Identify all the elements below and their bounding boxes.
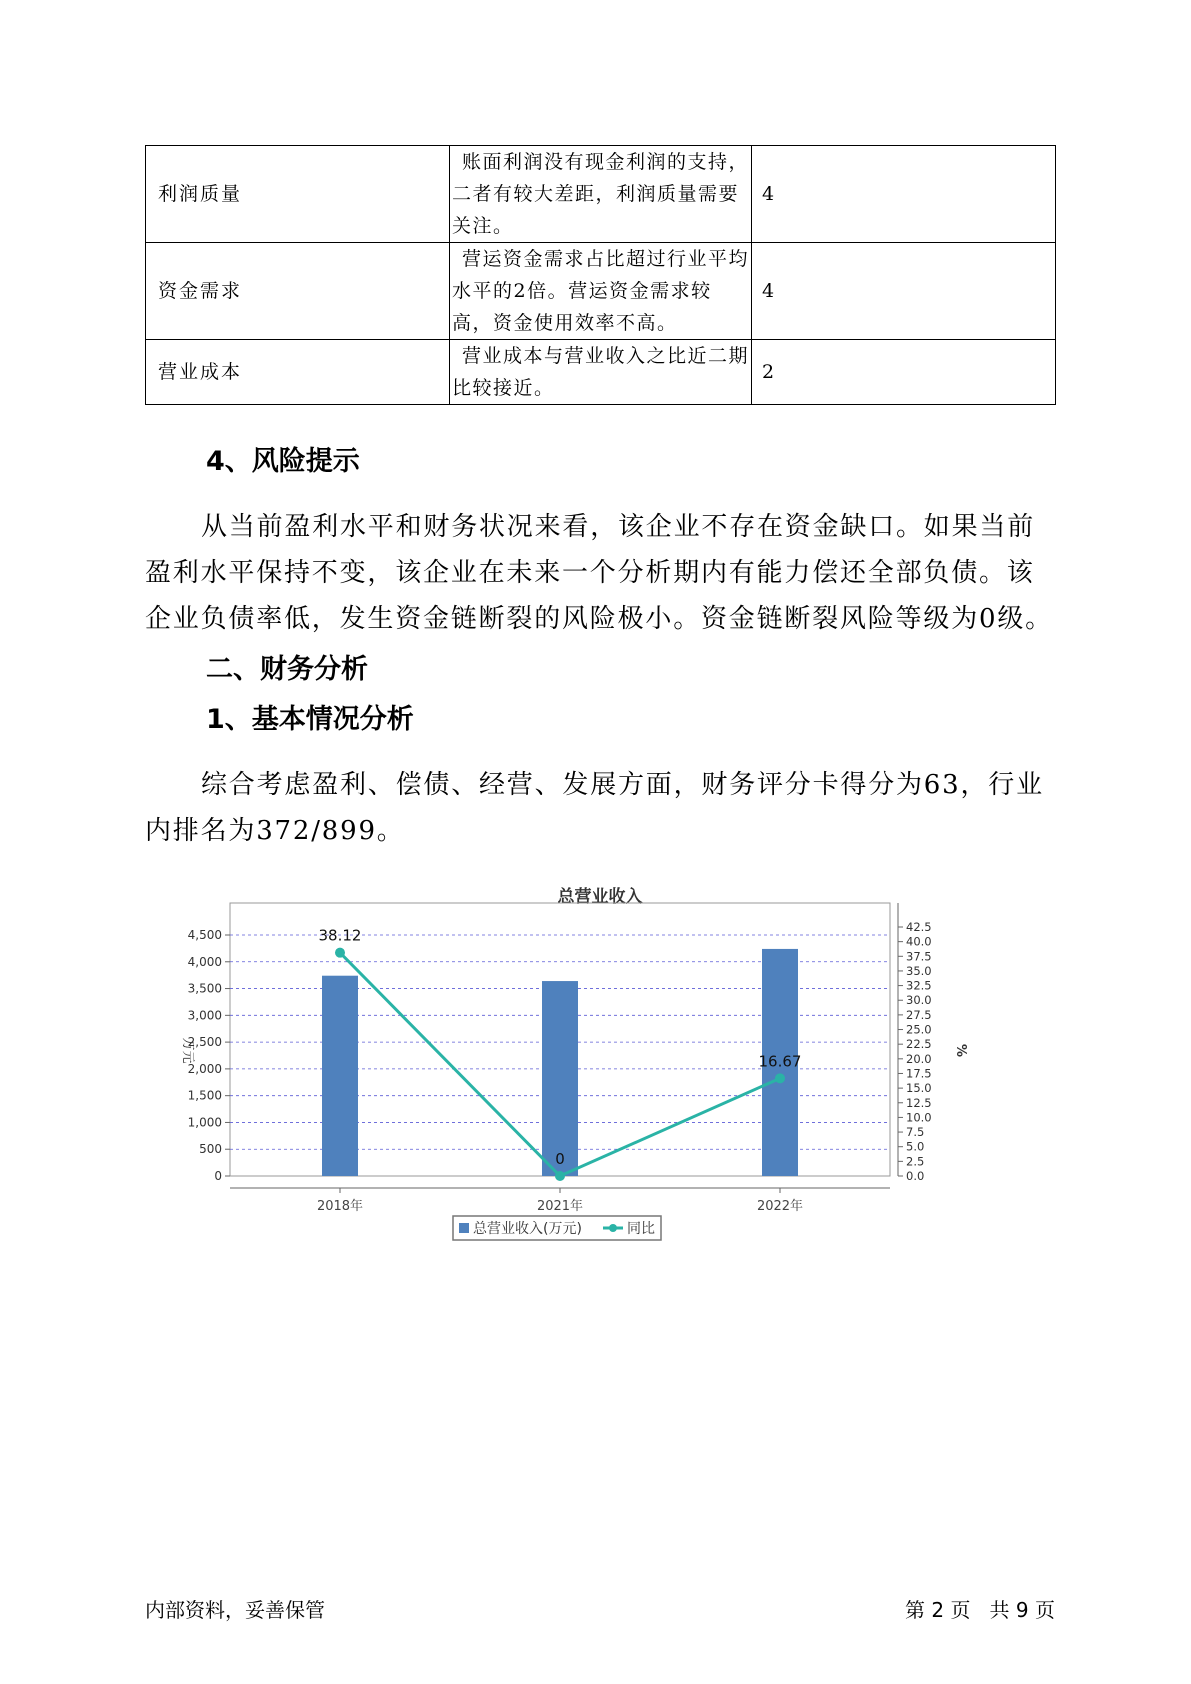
y-right-tick-label: 22.5 [906,1037,932,1052]
y-right-tick-label: 20.0 [906,1051,932,1066]
y-right-tick-label: 17.5 [906,1066,932,1081]
y-right-tick-label: 5.0 [906,1139,925,1154]
y-right-tick-label: 12.5 [906,1095,932,1110]
y-left-tick-label: 0 [214,1169,222,1183]
y-right-tick-label: 32.5 [906,978,932,993]
y-left-tick-label: 1,000 [187,1115,222,1130]
y-left-tick-label: 1,500 [187,1088,222,1103]
y-right-tick-label: 10.0 [906,1110,932,1125]
table-cell-item: 利润质量 [146,146,450,243]
y-left-tick-label: 2,500 [187,1035,222,1050]
table-cell-score: 2 [752,340,1056,405]
y-right-tick-label: 42.5 [906,920,932,934]
footer-left: 内部资料，妥善保管 [145,1598,325,1622]
table-cell-score: 4 [752,146,1056,243]
x-tick-label: 2022年 [756,1199,804,1214]
legend-swatch-point [609,1224,617,1232]
y-right-tick-label: 35.0 [906,963,932,978]
table-cell-desc: 营业成本与营业收入之比近二期比较接近。 [450,340,752,405]
y-right-tick-label: 37.5 [906,949,932,964]
table-cell-desc: 营运资金需求占比超过行业平均水平的2倍。营运资金需求较高，资金使用效率不高。 [450,243,752,340]
bar [322,976,358,1176]
y-left-tick-label: 4,000 [187,954,222,969]
y-right-tick-label: 0.0 [906,1169,925,1183]
y-right-tick-label: 30.0 [906,993,932,1008]
table-cell-score: 4 [752,243,1056,340]
table-row [146,146,1056,243]
legend-label-bar: 总营业收入(万元) [473,1221,582,1237]
y-left-tick-label: 3,500 [187,981,222,996]
revenue-chart [170,880,1030,1340]
table-row [146,340,1056,405]
y-left-axis-label: 万元 [180,1037,195,1064]
risk-table [145,145,1056,405]
section-heading-risk: 4、风险提示 [206,446,360,477]
x-tick-label: 2021年 [536,1199,584,1214]
y-left-tick-label: 2,000 [187,1061,222,1076]
y-left-tick-label: 4,500 [187,928,222,942]
line-point [335,948,345,958]
risk-paragraph: 从当前盈利水平和财务状况来看，该企业不存在资金缺口。如果当前盈利水平保持不变，该企业在未来一个分析期内有能力偿还全部负债。该企业负债率低，发生资金链断裂的风险极小。资金链断裂风险等级为0级。 [145,512,1053,634]
line-point [555,1171,565,1181]
y-left-tick-label: 3,000 [187,1008,222,1023]
line-point [775,1073,785,1083]
data-label: 16.67 [758,1052,802,1071]
section-heading-finance: 二、财务分析 [206,654,368,685]
legend-label-line: 同比 [627,1221,655,1237]
y-right-tick-label: 2.5 [906,1154,925,1169]
y-right-tick-label: 7.5 [906,1125,925,1140]
y-right-axis-label: % [953,1043,968,1058]
table-cell-item: 营业成本 [146,340,450,405]
footer-page-number: 第 2 页 共 9 页 [905,1598,1055,1622]
y-right-tick-label: 25.0 [906,1022,932,1037]
y-right-tick-label: 27.5 [906,1007,932,1022]
subsection-heading-basic: 1、基本情况分析 [206,704,414,735]
x-tick-label: 2018年 [316,1199,364,1214]
table-cell-desc: 账面利润没有现金利润的支持，二者有较大差距，利润质量需要关注。 [450,146,752,243]
y-left-tick-label: 500 [199,1142,222,1157]
data-label: 38.12 [318,926,362,945]
y-right-tick-label: 40.0 [906,934,932,949]
legend-swatch-bar [459,1223,469,1233]
table-row [146,243,1056,340]
table-cell-item: 资金需求 [146,243,450,340]
chart-title: 总营业收入 [557,887,643,907]
y-right-tick-label: 15.0 [906,1081,932,1096]
bar [542,981,578,1176]
finance-paragraph: 综合考虑盈利、偿债、经营、发展方面，财务评分卡得分为63，行业内排名为372/899。 [145,770,1044,846]
data-label: 0 [555,1150,565,1168]
